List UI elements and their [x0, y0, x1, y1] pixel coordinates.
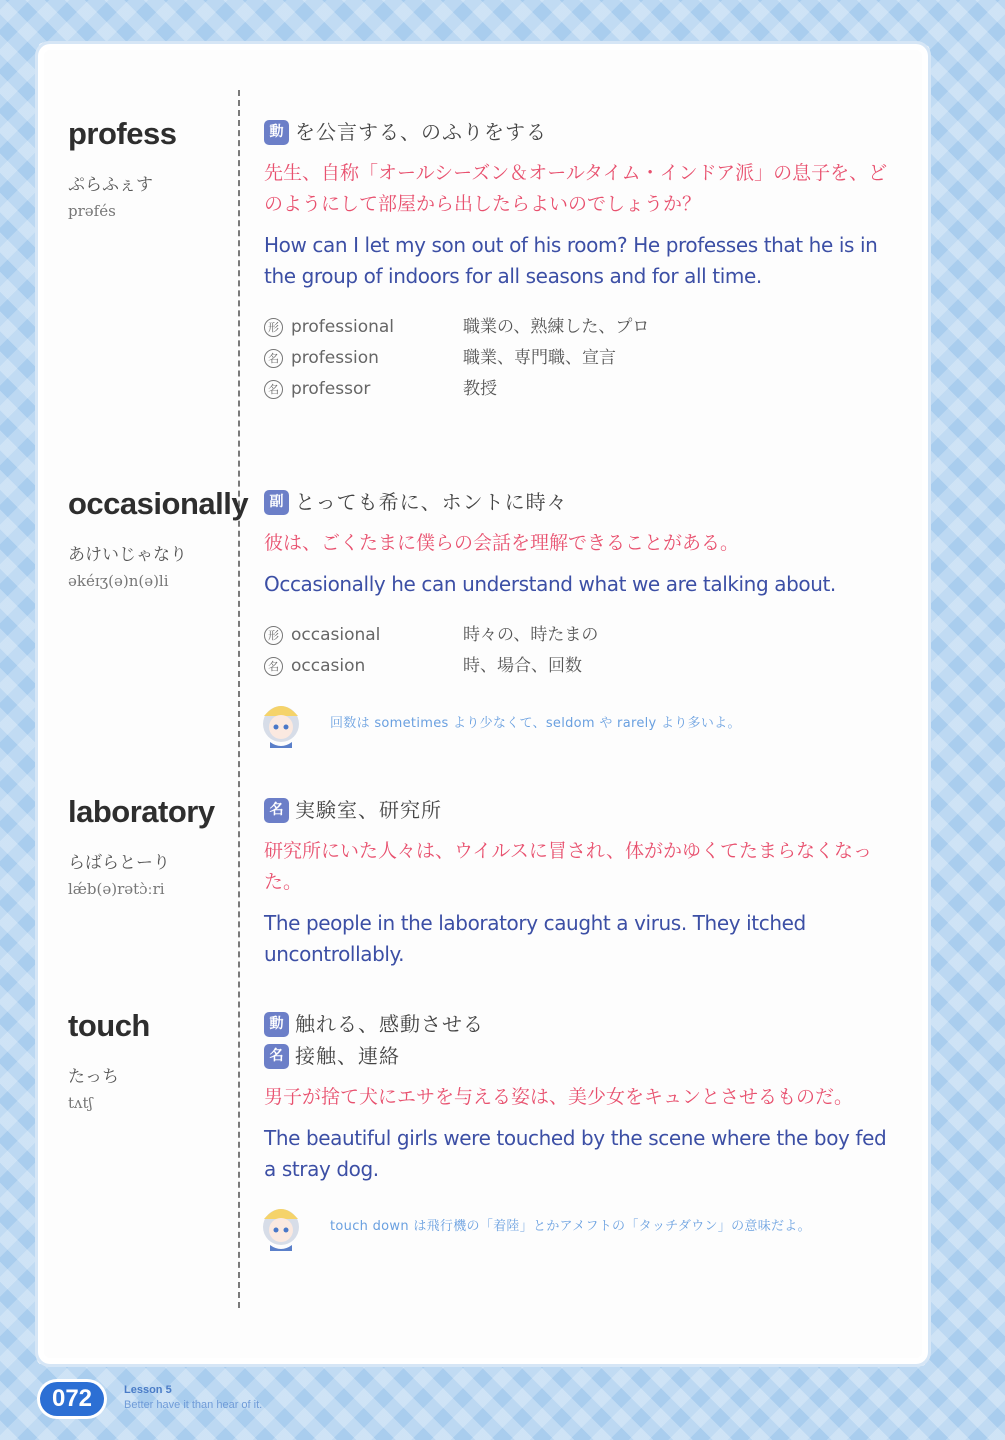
en-example: Occasionally he can understand what we are talking about. — [264, 572, 836, 596]
derivative-meaning: 職業、専門職、宣言 — [463, 348, 616, 368]
en-example: The people in the laboratory caught a virus. They itched uncontrollably. — [264, 911, 806, 966]
derivative-row — [264, 651, 904, 682]
pos-badge: 名 — [264, 1044, 289, 1069]
mascot-note — [264, 1199, 904, 1259]
definition-text: 接触、連絡 — [295, 1044, 400, 1068]
lesson-subtitle: Better have it than hear of it. — [124, 1399, 263, 1411]
derivative-meaning: 時、場合、回数 — [463, 656, 582, 676]
derivative-row — [264, 312, 904, 343]
note-text: touch down は飛行機の「着陸」とかアメフトの「タッチダウン」の意味だよ。 — [330, 1219, 811, 1234]
page-number: 072 — [40, 1382, 104, 1416]
definition-line — [264, 1040, 904, 1072]
derivative-row — [264, 374, 904, 405]
derivatives-list — [264, 620, 904, 682]
mascot-icon — [258, 698, 304, 748]
jp-example: 彼は、ごくたまに僕らの会話を理解できることがある。 — [264, 532, 740, 554]
en-example: How can I let my son out of his room? He professes that he is in the group of indoors for all seasons and for all time. — [264, 233, 878, 288]
definition-line — [264, 1008, 904, 1040]
derivative-meaning: 職業の、熟練した、プロ — [463, 317, 650, 337]
derivative-meaning: 教授 — [463, 379, 497, 399]
headword: profess — [68, 116, 177, 151]
kana-reading: あけいじゃなり — [68, 545, 187, 565]
pronunciation: lǽb(ə)rətɔ̀ːri — [68, 880, 165, 898]
definition-text: 実験室、研究所 — [295, 798, 442, 822]
kana-reading: らばらとーり — [68, 853, 170, 873]
derivative-word: professional — [291, 317, 395, 337]
derivatives-list — [264, 312, 904, 405]
note-text: 回数は sometimes より少なくて、seldom や rarely より多いよ。 — [330, 716, 741, 731]
definition-line — [264, 486, 904, 518]
derivative-word: professor — [291, 379, 371, 399]
derivative-word: occasion — [291, 656, 366, 676]
headword: touch — [68, 1008, 150, 1043]
definition-line — [264, 116, 904, 148]
jp-example: 先生、自称「オールシーズン＆オールタイム・インドア派」の息子を、どのようにして部屋から出したらよいのでしょうか？ — [264, 162, 888, 215]
pronunciation: əkéɪʒ(ə)n(ə)li — [68, 572, 169, 590]
kana-reading: ぷらふぇす — [68, 175, 153, 195]
jp-example: 男子が捨て犬にエサを与える姿は、美少女をキュンとさせるものだ。 — [264, 1086, 854, 1108]
dashed-divider — [238, 90, 240, 1308]
derivative-meaning: 時々の、時たまの — [463, 625, 599, 645]
kana-reading: たっち — [68, 1067, 119, 1087]
derivative-pos: 名 — [264, 380, 283, 399]
derivative-word: occasional — [291, 625, 381, 645]
derivative-row — [264, 343, 904, 374]
mascot-icon — [258, 1201, 304, 1251]
derivative-pos: 名 — [264, 349, 283, 368]
jp-example: 研究所にいた人々は、ウイルスに冒され、体がかゆくてたまらなくなった。 — [264, 840, 873, 893]
pos-badge: 動 — [264, 120, 289, 145]
lesson-label: Lesson 5 — [124, 1384, 172, 1396]
derivative-word: profession — [291, 348, 379, 368]
headword: occasionally — [68, 486, 249, 521]
definition-text: とっても希に、ホントに時々 — [295, 490, 568, 514]
pos-badge: 動 — [264, 1012, 289, 1037]
vocab-card — [44, 50, 922, 1358]
definition-line — [264, 794, 904, 826]
derivative-pos: 形 — [264, 318, 283, 337]
derivative-row — [264, 620, 904, 651]
mascot-note — [264, 696, 904, 756]
derivative-pos: 形 — [264, 626, 283, 645]
pos-badge: 名 — [264, 798, 289, 823]
definition-text: を公言する、のふりをする — [295, 120, 547, 144]
headword: laboratory — [68, 794, 215, 829]
pos-badge: 副 — [264, 490, 289, 515]
definition-text: 触れる、感動させる — [295, 1012, 484, 1036]
pronunciation: prəfés — [68, 202, 116, 220]
derivative-pos: 名 — [264, 657, 283, 676]
en-example: The beautiful girls were touched by the scene where the boy fed a stray dog. — [264, 1126, 887, 1181]
pronunciation: tʌtʃ — [68, 1094, 93, 1112]
